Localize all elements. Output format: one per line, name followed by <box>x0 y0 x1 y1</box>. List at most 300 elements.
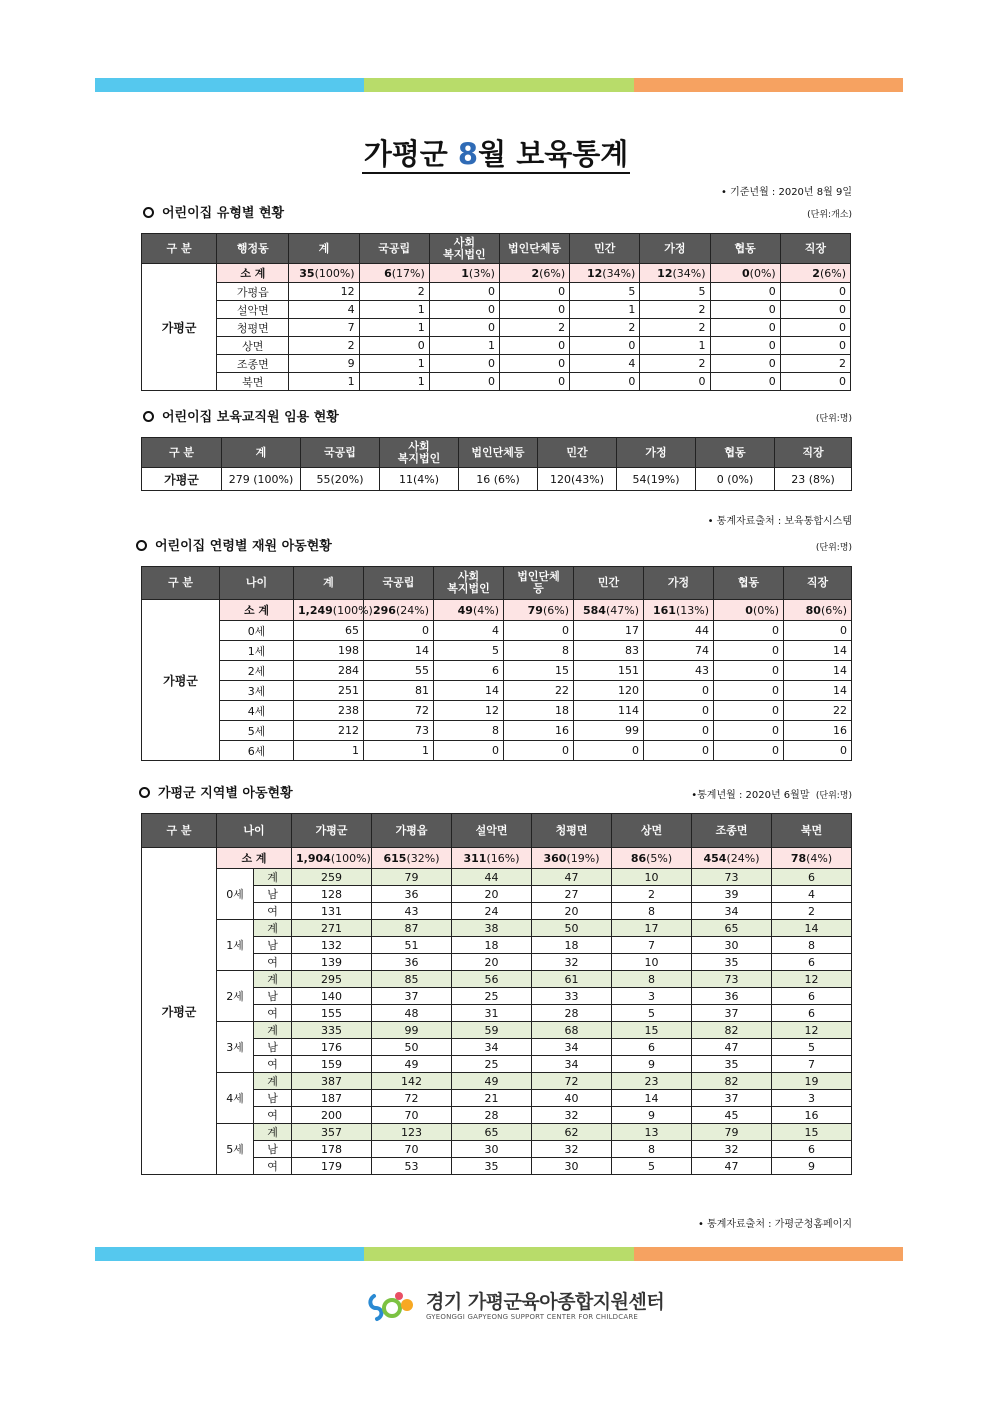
value-cell: 15 <box>612 1022 692 1039</box>
value-cell: 0 (0%) <box>696 468 775 491</box>
subtotal-value: 49 <box>457 603 473 617</box>
subtotal-percent: (6%) <box>819 266 846 280</box>
row-label: 가평읍 <box>217 283 289 301</box>
value-cell: 79 <box>372 869 452 886</box>
value-cell: 23 (8%) <box>775 468 852 491</box>
value-cell: 17 <box>574 621 644 641</box>
subtotal-value: 1,904 <box>296 851 331 865</box>
value-cell: 18 <box>532 937 612 954</box>
column-header: 사회 복지법인 <box>380 438 459 468</box>
value-cell: 18 <box>452 937 532 954</box>
value-cell: 2 <box>772 903 852 920</box>
subtotal-percent: (5%) <box>646 851 673 865</box>
column-header: 구 분 <box>142 814 217 848</box>
value-cell: 33 <box>532 988 612 1005</box>
value-cell: 13 <box>612 1124 692 1141</box>
value-cell: 1 <box>364 741 434 761</box>
value-cell: 12 <box>772 1022 852 1039</box>
value-cell: 15 <box>504 661 574 681</box>
value-cell: 198 <box>294 641 364 661</box>
region-children-table <box>141 813 852 1175</box>
value-cell: 32 <box>532 954 612 971</box>
bullet-icon <box>143 411 154 422</box>
value-cell: 72 <box>364 701 434 721</box>
value-cell: 176 <box>292 1039 372 1056</box>
column-header: 가정 <box>617 438 696 468</box>
table-row <box>142 701 852 721</box>
value-cell: 40 <box>532 1090 612 1107</box>
section2-title: 어린이집 보육교직원 임용 현황 <box>143 406 339 425</box>
value-cell: 5 <box>570 283 640 301</box>
subtotal-row <box>142 264 851 283</box>
value-cell: 49 <box>372 1056 452 1073</box>
value-cell: 16 (6%) <box>459 468 538 491</box>
column-header: 직장 <box>780 234 850 264</box>
gender-label: 남 <box>254 886 292 903</box>
table-row <box>142 1073 852 1090</box>
value-cell: 8 <box>772 937 852 954</box>
value-cell: 51 <box>372 937 452 954</box>
value-cell: 0 <box>710 373 780 391</box>
value-cell: 123 <box>372 1124 452 1141</box>
subtotal-value: 2 <box>531 266 540 280</box>
value-cell: 12 <box>434 701 504 721</box>
column-header: 설악면 <box>452 814 532 848</box>
value-cell: 178 <box>292 1141 372 1158</box>
value-cell: 47 <box>692 1158 772 1175</box>
value-cell: 55(20%) <box>301 468 380 491</box>
age-label: 2세 <box>217 971 254 1022</box>
table-row <box>142 721 852 741</box>
value-cell: 8 <box>504 641 574 661</box>
subtotal-value: 78 <box>790 851 807 865</box>
value-cell: 16 <box>504 721 574 741</box>
age-label: 0세 <box>217 869 254 920</box>
column-header: 구 분 <box>142 234 217 264</box>
value-cell: 0 <box>644 741 714 761</box>
gender-label: 계 <box>254 971 292 988</box>
subtotal-value: 12 <box>586 266 603 280</box>
value-cell: 14 <box>784 681 852 701</box>
value-cell: 4 <box>570 355 640 373</box>
value-cell: 0 <box>780 337 850 355</box>
gender-label: 남 <box>254 988 292 1005</box>
subtotal-cell <box>434 600 504 621</box>
subtotal-value: 79 <box>527 603 543 617</box>
row-label: 5세 <box>220 721 294 741</box>
subtotal-value: 0 <box>742 266 750 280</box>
column-header: 협동 <box>710 234 780 264</box>
column-header: 협동 <box>696 438 775 468</box>
value-cell: 14 <box>772 920 852 937</box>
subtotal-percent: (34%) <box>672 266 706 280</box>
value-cell: 0 <box>710 283 780 301</box>
value-cell: 32 <box>692 1141 772 1158</box>
subtotal-percent: (47%) <box>605 603 639 617</box>
value-cell: 120(43%) <box>538 468 617 491</box>
value-cell: 0 <box>780 301 850 319</box>
value-cell: 0 <box>504 741 574 761</box>
bullet-icon <box>136 540 147 551</box>
gender-label: 여 <box>254 1005 292 1022</box>
value-cell: 4 <box>772 886 852 903</box>
value-cell: 0 <box>429 319 499 337</box>
value-cell: 87 <box>372 920 452 937</box>
subtotal-value: 6 <box>384 266 392 280</box>
subtotal-percent: (6%) <box>820 603 847 617</box>
value-cell: 0 <box>710 355 780 373</box>
value-cell: 30 <box>692 937 772 954</box>
value-cell: 70 <box>372 1107 452 1124</box>
table-row <box>142 741 852 761</box>
subtotal-percent: (3%) <box>468 266 495 280</box>
value-cell: 14 <box>612 1090 692 1107</box>
value-cell: 27 <box>532 886 612 903</box>
column-header: 직장 <box>775 438 852 468</box>
value-cell: 34 <box>692 903 772 920</box>
value-cell: 0 <box>499 355 569 373</box>
subtotal-cell <box>372 848 452 869</box>
value-cell: 73 <box>692 869 772 886</box>
subtotal-value: 1 <box>461 266 469 280</box>
subtotal-value: 161 <box>652 603 676 617</box>
value-cell: 50 <box>372 1039 452 1056</box>
value-cell: 8 <box>612 1141 692 1158</box>
value-cell: 32 <box>532 1141 612 1158</box>
value-cell: 55 <box>364 661 434 681</box>
value-cell: 8 <box>612 903 692 920</box>
section3-title: 어린이집 연령별 재원 아동현황 <box>136 535 332 554</box>
value-cell: 20 <box>452 886 532 903</box>
value-cell: 3 <box>612 988 692 1005</box>
subtotal-label: 소 계 <box>217 264 289 283</box>
value-cell: 17 <box>612 920 692 937</box>
value-cell: 74 <box>644 641 714 661</box>
value-cell: 0 <box>714 681 784 701</box>
table-row <box>142 337 851 355</box>
subtotal-percent: (24%) <box>726 851 760 865</box>
subtotal-cell <box>289 264 359 283</box>
value-cell: 132 <box>292 937 372 954</box>
column-header: 민간 <box>570 234 640 264</box>
value-cell: 35 <box>452 1158 532 1175</box>
logo-sub-text: GYEONGGI GAPYEONG SUPPORT CENTER FOR CHILDCARE <box>426 1312 639 1321</box>
section1-title: 어린이집 유형별 현황 <box>143 202 284 221</box>
value-cell: 0 <box>714 621 784 641</box>
value-cell: 0 <box>640 373 710 391</box>
value-cell: 212 <box>294 721 364 741</box>
column-header: 법인단체 등 <box>504 567 574 600</box>
value-cell: 387 <box>292 1073 372 1090</box>
value-cell: 73 <box>692 971 772 988</box>
column-header: 구 분 <box>142 438 222 468</box>
value-cell: 0 <box>710 337 780 355</box>
column-header: 조종면 <box>692 814 772 848</box>
column-header: 나이 <box>220 567 294 600</box>
value-cell: 0 <box>644 681 714 701</box>
subtotal-cell <box>784 600 852 621</box>
value-cell: 6 <box>612 1039 692 1056</box>
value-cell: 2 <box>359 283 429 301</box>
column-header: 가정 <box>640 234 710 264</box>
value-cell: 47 <box>692 1039 772 1056</box>
value-cell: 3 <box>772 1090 852 1107</box>
subtotal-cell <box>499 264 569 283</box>
subtotal-value: 360 <box>543 851 567 865</box>
column-header: 가평군 <box>292 814 372 848</box>
value-cell: 35 <box>692 1056 772 1073</box>
value-cell: 45 <box>692 1107 772 1124</box>
column-header: 사회 복지법인 <box>434 567 504 600</box>
value-cell: 36 <box>372 886 452 903</box>
value-cell: 0 <box>429 283 499 301</box>
subtotal-row <box>142 600 852 621</box>
value-cell: 5 <box>612 1158 692 1175</box>
subtotal-value: 615 <box>383 851 407 865</box>
value-cell: 335 <box>292 1022 372 1039</box>
subtotal-percent: (17%) <box>391 266 425 280</box>
table-row <box>142 869 852 886</box>
value-cell: 68 <box>532 1022 612 1039</box>
value-cell: 14 <box>784 661 852 681</box>
value-cell: 2 <box>289 337 359 355</box>
subtotal-percent: (13%) <box>675 603 709 617</box>
column-header: 국공립 <box>359 234 429 264</box>
value-cell: 139 <box>292 954 372 971</box>
subtotal-value: 35 <box>299 266 315 280</box>
subtotal-cell <box>692 848 772 869</box>
table-row <box>142 373 851 391</box>
value-cell: 72 <box>372 1090 452 1107</box>
value-cell: 49 <box>452 1073 532 1090</box>
subtotal-percent: (34%) <box>602 266 636 280</box>
section1-unit: (단위:개소) <box>807 210 852 220</box>
row-label: 설악면 <box>217 301 289 319</box>
header-row <box>142 814 852 848</box>
value-cell: 0 <box>429 355 499 373</box>
subtotal-percent: (4%) <box>806 851 833 865</box>
value-cell: 1 <box>570 301 640 319</box>
value-cell: 0 <box>714 701 784 721</box>
subtotal-percent: (16%) <box>486 851 520 865</box>
subtotal-value: 80 <box>805 603 821 617</box>
value-cell: 159 <box>292 1056 372 1073</box>
column-header: 법인단체등 <box>499 234 569 264</box>
value-cell: 0 <box>574 741 644 761</box>
value-cell: 187 <box>292 1090 372 1107</box>
gender-label: 계 <box>254 1124 292 1141</box>
value-cell: 0 <box>434 741 504 761</box>
value-cell: 73 <box>364 721 434 741</box>
column-header: 가평읍 <box>372 814 452 848</box>
logo-main-text: 경기 가평군육아종합지원센터 <box>426 1290 665 1313</box>
value-cell: 0 <box>570 373 640 391</box>
value-cell: 36 <box>692 988 772 1005</box>
value-cell: 238 <box>294 701 364 721</box>
value-cell: 0 <box>359 337 429 355</box>
column-header: 계 <box>289 234 359 264</box>
value-cell: 2 <box>640 355 710 373</box>
value-cell: 50 <box>532 920 612 937</box>
value-cell: 65 <box>692 920 772 937</box>
table-row <box>142 971 852 988</box>
value-cell: 65 <box>452 1124 532 1141</box>
subtotal-percent: (24%) <box>395 603 429 617</box>
gender-label: 계 <box>254 869 292 886</box>
table-row <box>142 1022 852 1039</box>
value-cell: 0 <box>714 661 784 681</box>
value-cell: 295 <box>292 971 372 988</box>
value-cell: 1 <box>359 301 429 319</box>
value-cell: 0 <box>784 741 852 761</box>
row-label: 상면 <box>217 337 289 355</box>
subtotal-cell <box>612 848 692 869</box>
section2-source: • 통계자료출처 : 보육통합시스템 <box>707 516 852 527</box>
column-header: 청평면 <box>532 814 612 848</box>
value-cell: 99 <box>372 1022 452 1039</box>
value-cell: 38 <box>452 920 532 937</box>
subtotal-cell <box>780 264 850 283</box>
value-cell: 61 <box>532 971 612 988</box>
row-label: 0세 <box>220 621 294 641</box>
value-cell: 8 <box>434 721 504 741</box>
age-label: 3세 <box>217 1022 254 1073</box>
subtotal-cell <box>359 264 429 283</box>
subtotal-cell <box>714 600 784 621</box>
value-cell: 5 <box>434 641 504 661</box>
value-cell: 1 <box>640 337 710 355</box>
table-row <box>142 661 852 681</box>
value-cell: 72 <box>532 1073 612 1090</box>
subtotal-cell <box>570 264 640 283</box>
value-cell: 34 <box>532 1039 612 1056</box>
value-cell: 0 <box>429 301 499 319</box>
value-cell: 21 <box>452 1090 532 1107</box>
value-cell: 2 <box>640 319 710 337</box>
subtotal-cell <box>429 264 499 283</box>
section4-source: • 통계자료출처 : 가평군청홈페이지 <box>697 1219 852 1230</box>
value-cell: 44 <box>452 869 532 886</box>
gender-label: 남 <box>254 1090 292 1107</box>
value-cell: 85 <box>372 971 452 988</box>
value-cell: 0 <box>570 337 640 355</box>
value-cell: 14 <box>434 681 504 701</box>
age-label: 5세 <box>217 1124 254 1175</box>
header-row <box>142 234 851 264</box>
column-header: 가정 <box>644 567 714 600</box>
value-cell: 259 <box>292 869 372 886</box>
value-cell: 99 <box>574 721 644 741</box>
row-label: 6세 <box>220 741 294 761</box>
value-cell: 1 <box>429 337 499 355</box>
subtotal-cell <box>532 848 612 869</box>
row-label: 3세 <box>220 681 294 701</box>
bullet-icon <box>143 207 154 218</box>
value-cell: 1 <box>294 741 364 761</box>
row-label: 1세 <box>220 641 294 661</box>
value-cell: 6 <box>772 1005 852 1022</box>
group-label: 가평군 <box>142 600 220 761</box>
value-cell: 0 <box>780 373 850 391</box>
value-cell: 0 <box>499 373 569 391</box>
value-cell: 10 <box>612 869 692 886</box>
column-header: 국공립 <box>301 438 380 468</box>
value-cell: 70 <box>372 1141 452 1158</box>
value-cell: 1 <box>289 373 359 391</box>
value-cell: 43 <box>372 903 452 920</box>
value-cell: 120 <box>574 681 644 701</box>
value-cell: 7 <box>612 937 692 954</box>
value-cell: 9 <box>772 1158 852 1175</box>
subtotal-percent: (19%) <box>566 851 600 865</box>
page-title: 가평군 8월 보육통계 <box>0 132 992 173</box>
value-cell: 4 <box>434 621 504 641</box>
section3-unit: (단위:명) <box>815 543 852 553</box>
column-header: 계 <box>222 438 301 468</box>
table-row <box>142 641 852 661</box>
value-cell: 30 <box>532 1158 612 1175</box>
value-cell: 56 <box>452 971 532 988</box>
subtotal-value: 86 <box>630 851 647 865</box>
subtotal-value: 1,249 <box>298 603 333 617</box>
value-cell: 0 <box>364 621 434 641</box>
value-cell: 0 <box>499 301 569 319</box>
value-cell: 25 <box>452 988 532 1005</box>
value-cell: 0 <box>784 621 852 641</box>
top-color-bar <box>95 78 903 92</box>
value-cell: 11(4%) <box>380 468 459 491</box>
gender-label: 여 <box>254 1158 292 1175</box>
gender-label: 여 <box>254 903 292 920</box>
subtotal-value: 12 <box>657 266 673 280</box>
value-cell: 18 <box>504 701 574 721</box>
value-cell: 271 <box>292 920 372 937</box>
value-cell: 82 <box>692 1022 772 1039</box>
subtotal-cell <box>364 600 434 621</box>
table-row <box>142 681 852 701</box>
value-cell: 22 <box>504 681 574 701</box>
value-cell: 22 <box>784 701 852 721</box>
gender-label: 계 <box>254 1022 292 1039</box>
value-cell: 151 <box>574 661 644 681</box>
value-cell: 28 <box>452 1107 532 1124</box>
value-cell: 0 <box>429 373 499 391</box>
value-cell: 59 <box>452 1022 532 1039</box>
value-cell: 0 <box>504 621 574 641</box>
value-cell: 81 <box>364 681 434 701</box>
facility-type-table <box>141 233 851 391</box>
gender-label: 여 <box>254 954 292 971</box>
row-label: 청평면 <box>217 319 289 337</box>
value-cell: 2 <box>612 886 692 903</box>
logo-icon <box>368 1290 418 1322</box>
value-cell: 7 <box>289 319 359 337</box>
value-cell: 14 <box>784 641 852 661</box>
value-cell: 12 <box>289 283 359 301</box>
column-header: 민간 <box>574 567 644 600</box>
gender-label: 계 <box>254 920 292 937</box>
column-header: 행정동 <box>217 234 289 264</box>
value-cell: 251 <box>294 681 364 701</box>
subtotal-cell <box>292 848 372 869</box>
bottom-color-bar <box>95 1247 903 1261</box>
value-cell: 6 <box>772 869 852 886</box>
table-row <box>142 621 852 641</box>
gender-label: 여 <box>254 1056 292 1073</box>
value-cell: 0 <box>710 319 780 337</box>
gender-label: 남 <box>254 1141 292 1158</box>
column-header: 북면 <box>772 814 852 848</box>
